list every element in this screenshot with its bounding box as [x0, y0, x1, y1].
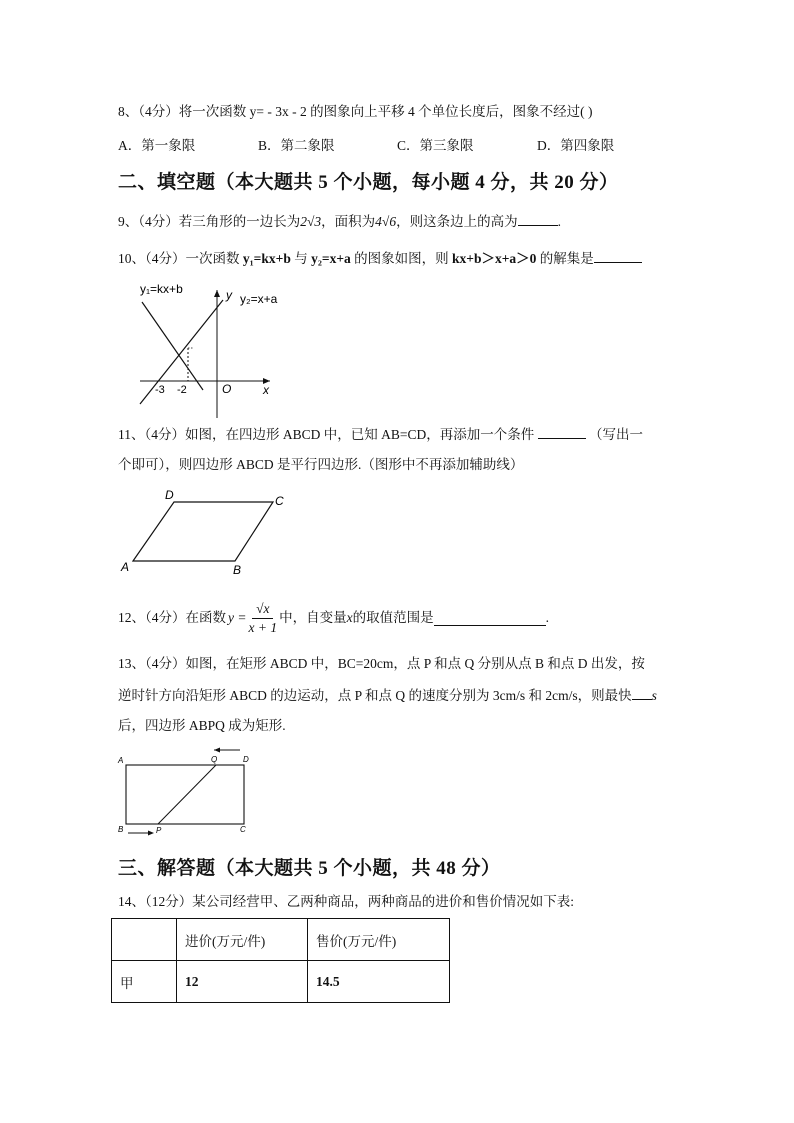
question-14-text: 14、（12分）某公司经营甲、乙两种商品，两种商品的进价和售价情况如下表: [118, 894, 574, 909]
q10-function-2: y₂=x+a [311, 251, 351, 266]
option-c: C．第三象限 [397, 138, 474, 153]
vertex-b: B [233, 563, 242, 576]
vertex-b: B [118, 825, 124, 834]
q12-func-y: y = [228, 610, 247, 625]
point-p: P [156, 826, 162, 835]
vertex-a: A [121, 560, 130, 574]
question-8-text: 8、（4分）将一次函数 y= - 3x - 2 的图象向上平移 4 个单位长度后，图象不经过( ) [118, 104, 593, 119]
q9-suffix: ，则这条边上的高为 [396, 214, 518, 229]
option-a: A．第一象限 [118, 138, 196, 153]
arrow-q-head [214, 748, 220, 753]
q12-numerator: √x [252, 600, 273, 619]
table-cell: 14.5 [308, 961, 450, 1003]
q13-unit: s [651, 688, 657, 703]
question-10 [118, 248, 642, 269]
q10-mid: 的图象如图，则 [350, 251, 453, 266]
goods-price-table [111, 918, 450, 1003]
q9-area: 4√6 [375, 214, 397, 229]
q12-variable: x [346, 610, 353, 625]
q13-line2: 逆时针方向沿矩形 ABCD 的边运动，点 P 和点 Q 的速度分别为 3cm/s 和 2cm/s，则最快 [118, 688, 632, 703]
linear-functions-graph [130, 280, 280, 420]
answer-blank [518, 211, 558, 226]
q10-prefix: 10、（4分）一次函数 [118, 251, 243, 266]
parallelogram-figure [118, 486, 293, 576]
q10-function-1: y₁=kx+b [242, 251, 291, 266]
tick-label-a: -3 [155, 384, 165, 396]
answer-blank [594, 248, 642, 263]
option-d: D．第四象限 [537, 138, 615, 153]
label-y2: y₂=x+a [240, 292, 278, 306]
q11-line1: 11、（4分）如图，在四边形 ABCD 中，已知 AB=CD，再添加一个条件 [118, 427, 535, 442]
answer-blank [434, 611, 546, 626]
q12-denominator: x + 1 [248, 619, 278, 635]
q9-prefix: 9、（4分）若三角形的一边长为 [118, 214, 301, 229]
segment-pq [158, 765, 216, 824]
label-y1: y₁=kx+b [140, 282, 183, 296]
table-cell: 12 [177, 961, 308, 1003]
question-13-line-1: 13、（4分）如图，在矩形 ABCD 中，BC=20cm，点 P 和点 Q 分别从点 B 和点 D 出发，按 [118, 656, 645, 671]
answer-blank [632, 685, 652, 700]
q12-mid: 中，自变量 [279, 610, 347, 625]
line-y1 [142, 302, 203, 390]
q10-suffix: 的解集是 [536, 251, 594, 266]
origin-label: O [222, 382, 232, 396]
axis-label-y: y [226, 288, 232, 302]
point-q: Q [211, 755, 218, 764]
q10-and: 与 [290, 251, 312, 266]
section-3-heading: 三、解答题（本大题共 5 个小题，共 48 分） [118, 858, 501, 879]
vertex-c: C [240, 825, 246, 834]
option-b: B．第二象限 [258, 138, 335, 153]
parallelogram-abcd [133, 502, 273, 561]
rectangle-abcd [126, 765, 244, 824]
q12-prefix: 12、（4分）在函数 [118, 610, 226, 625]
vertex-a: A [118, 756, 124, 765]
arrow-p-head [148, 831, 154, 836]
vertex-d: D [165, 488, 174, 502]
table-cell: 甲 [112, 961, 177, 1003]
axis-label-x: x [263, 383, 269, 397]
y-axis-arrow [214, 290, 220, 297]
q10-inequality: kx+b＞x+a＞0 [452, 251, 537, 266]
question-11-line-1 [118, 424, 678, 445]
q12-suffix: 的取值范围是 [352, 610, 434, 625]
q11-line1-tail: （写出一 [589, 427, 644, 442]
q12-fraction [248, 600, 277, 637]
q9-side-length: 2√3 [300, 214, 322, 229]
tick-label-b: -2 [177, 384, 187, 396]
question-12: 12、（4分）在函数 y = $\frac{√x}{x + 1}$ 中，自变量 x 的取值范围是 . [118, 600, 549, 635]
vertex-d: D [243, 755, 249, 764]
table-header-cell [112, 919, 177, 961]
question-9: 9、（4分）若三角形的一边长为2√3，面积为4√6，则这条边上的高为 . [118, 211, 561, 232]
table-header-row [112, 919, 450, 961]
answer-blank [538, 424, 586, 439]
q9-mid: ，面积为 [321, 214, 376, 229]
section-2-heading: 二、填空题（本大题共 5 个小题，每小题 4 分，共 20 分） [118, 172, 619, 193]
table-header-cell: 进价(万元/件) [177, 919, 308, 961]
table-row [112, 961, 450, 1003]
table-header-cell: 售价(万元/件) [308, 919, 450, 961]
vertex-c: C [275, 494, 284, 508]
question-13-line-2 [118, 685, 657, 706]
question-13-line-3: 后，四边形 ABPQ 成为矩形. [118, 718, 286, 733]
rectangle-figure [116, 744, 261, 839]
question-11-line-2: 个即可），则四边形 ABCD 是平行四边形.（图形中不再添加辅助线） [118, 457, 524, 472]
